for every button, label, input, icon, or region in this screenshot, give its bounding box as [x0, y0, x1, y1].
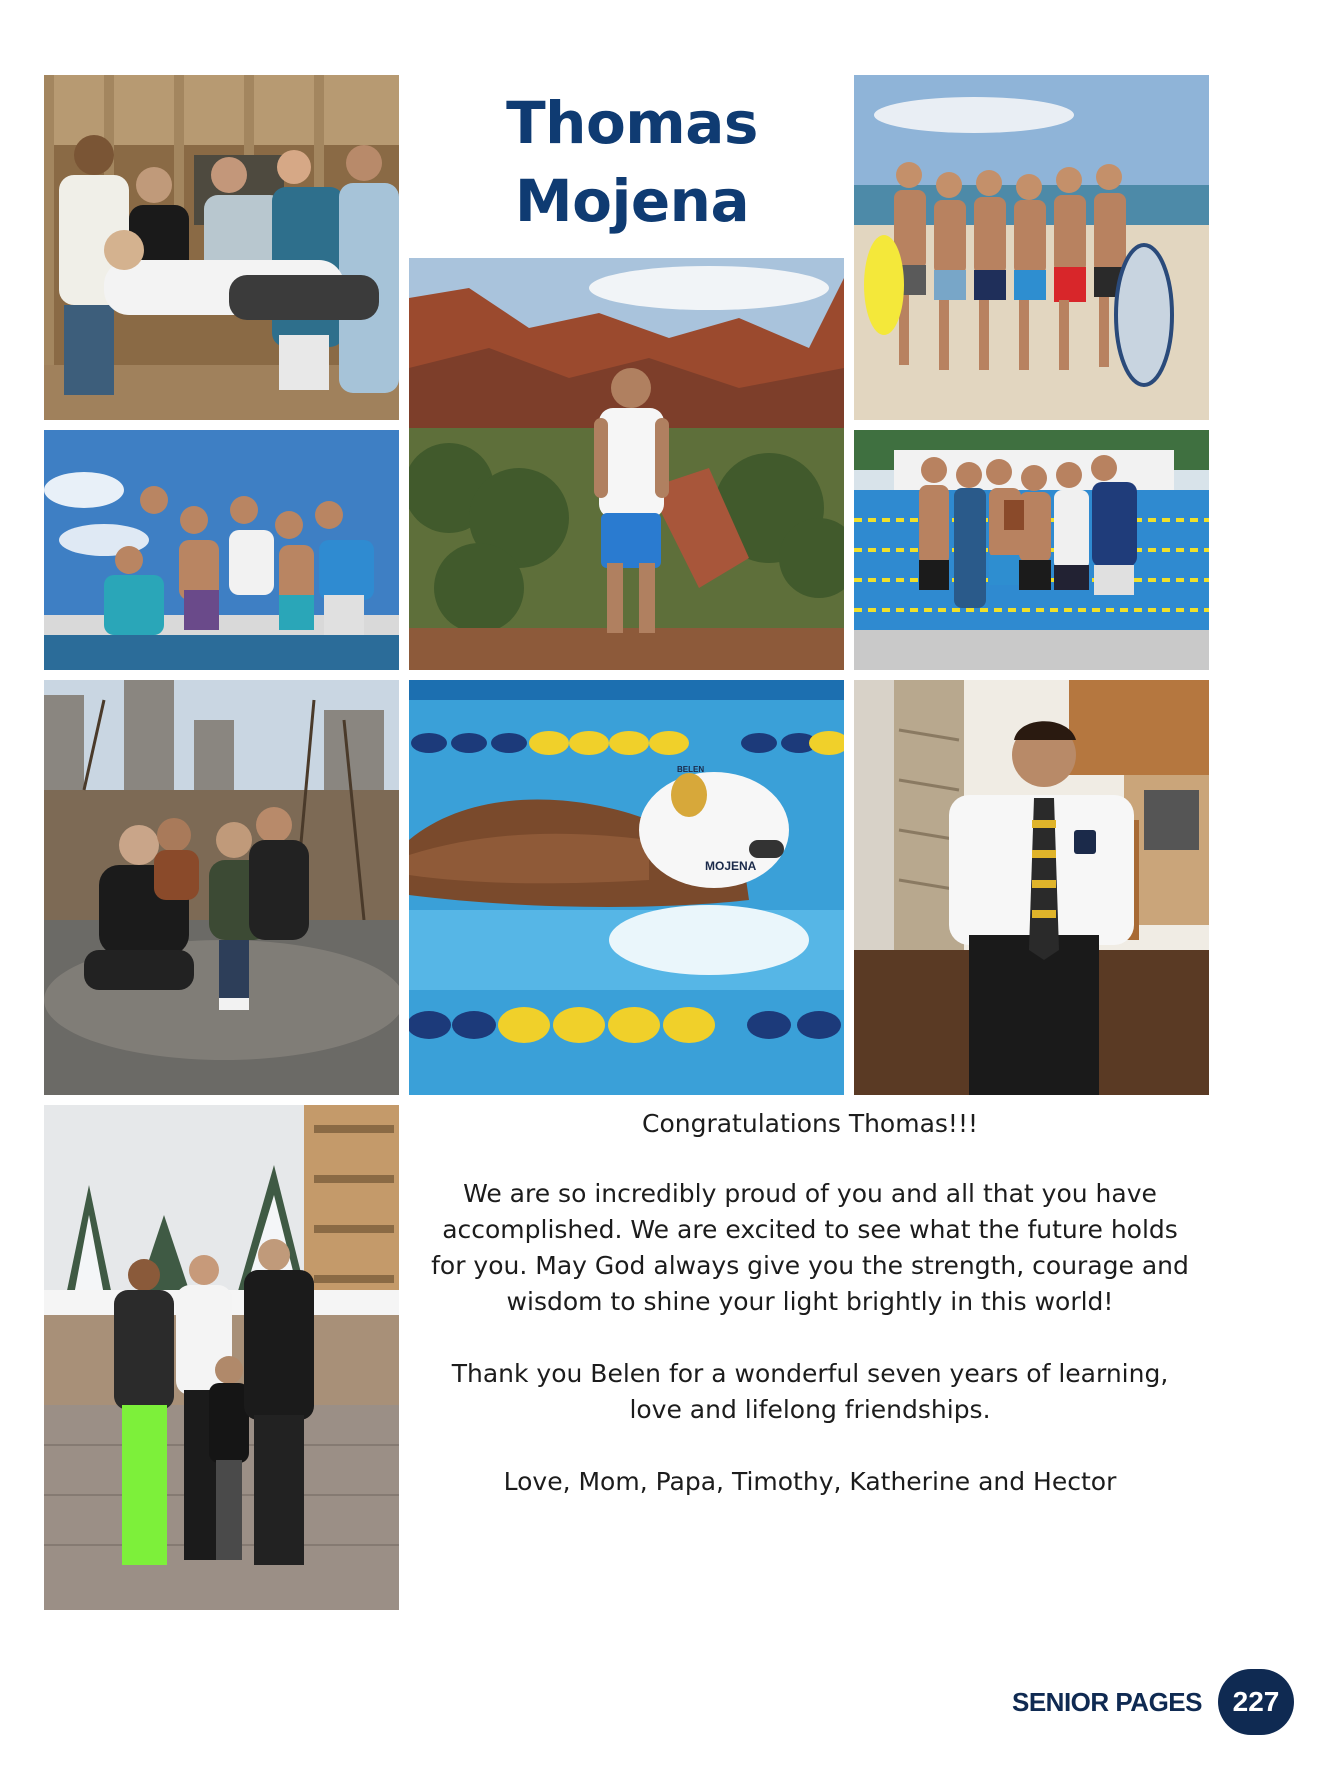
school-uniform-photo [854, 680, 1209, 1095]
message-paragraph-1: We are so incredibly proud of you and all that you have accomplished. We are excited to see what the future holds for you. May God always give you the strength, courage and wisdom to shine your light brightly in this world! [431, 1179, 1189, 1316]
page-title [412, 84, 852, 240]
family-in-snow-photo [44, 1105, 399, 1610]
page-footer [1012, 1666, 1294, 1738]
cap-name-text: MOJENA [705, 859, 757, 873]
section-label: SENIOR PAGES [1011, 1686, 1202, 1717]
message-greeting: Congratulations Thomas!!! [641, 1109, 978, 1138]
title-last-name: Mojena [514, 167, 750, 235]
message-signature: Love, Mom, Papa, Timothy, Katherine and Hector [503, 1467, 1117, 1496]
friends-on-boat-photo [44, 430, 399, 670]
beach-friends-photo [854, 75, 1209, 420]
canyon-portrait-photo [409, 258, 844, 670]
friends-on-porch-photo [44, 75, 399, 420]
message-paragraph-2: Thank you Belen for a wonderful seven years of learning, love and lifelong friendships. [451, 1359, 1169, 1424]
page-number-badge: 227 [1218, 1669, 1294, 1735]
family-in-park-photo [44, 680, 399, 1095]
pool-team-photo [854, 430, 1209, 670]
butterfly-swim-photo [409, 680, 844, 1095]
cap-school-text: BELEN [677, 765, 705, 774]
congratulations-message [420, 1106, 1200, 1536]
title-first-name: Thomas [506, 89, 758, 157]
